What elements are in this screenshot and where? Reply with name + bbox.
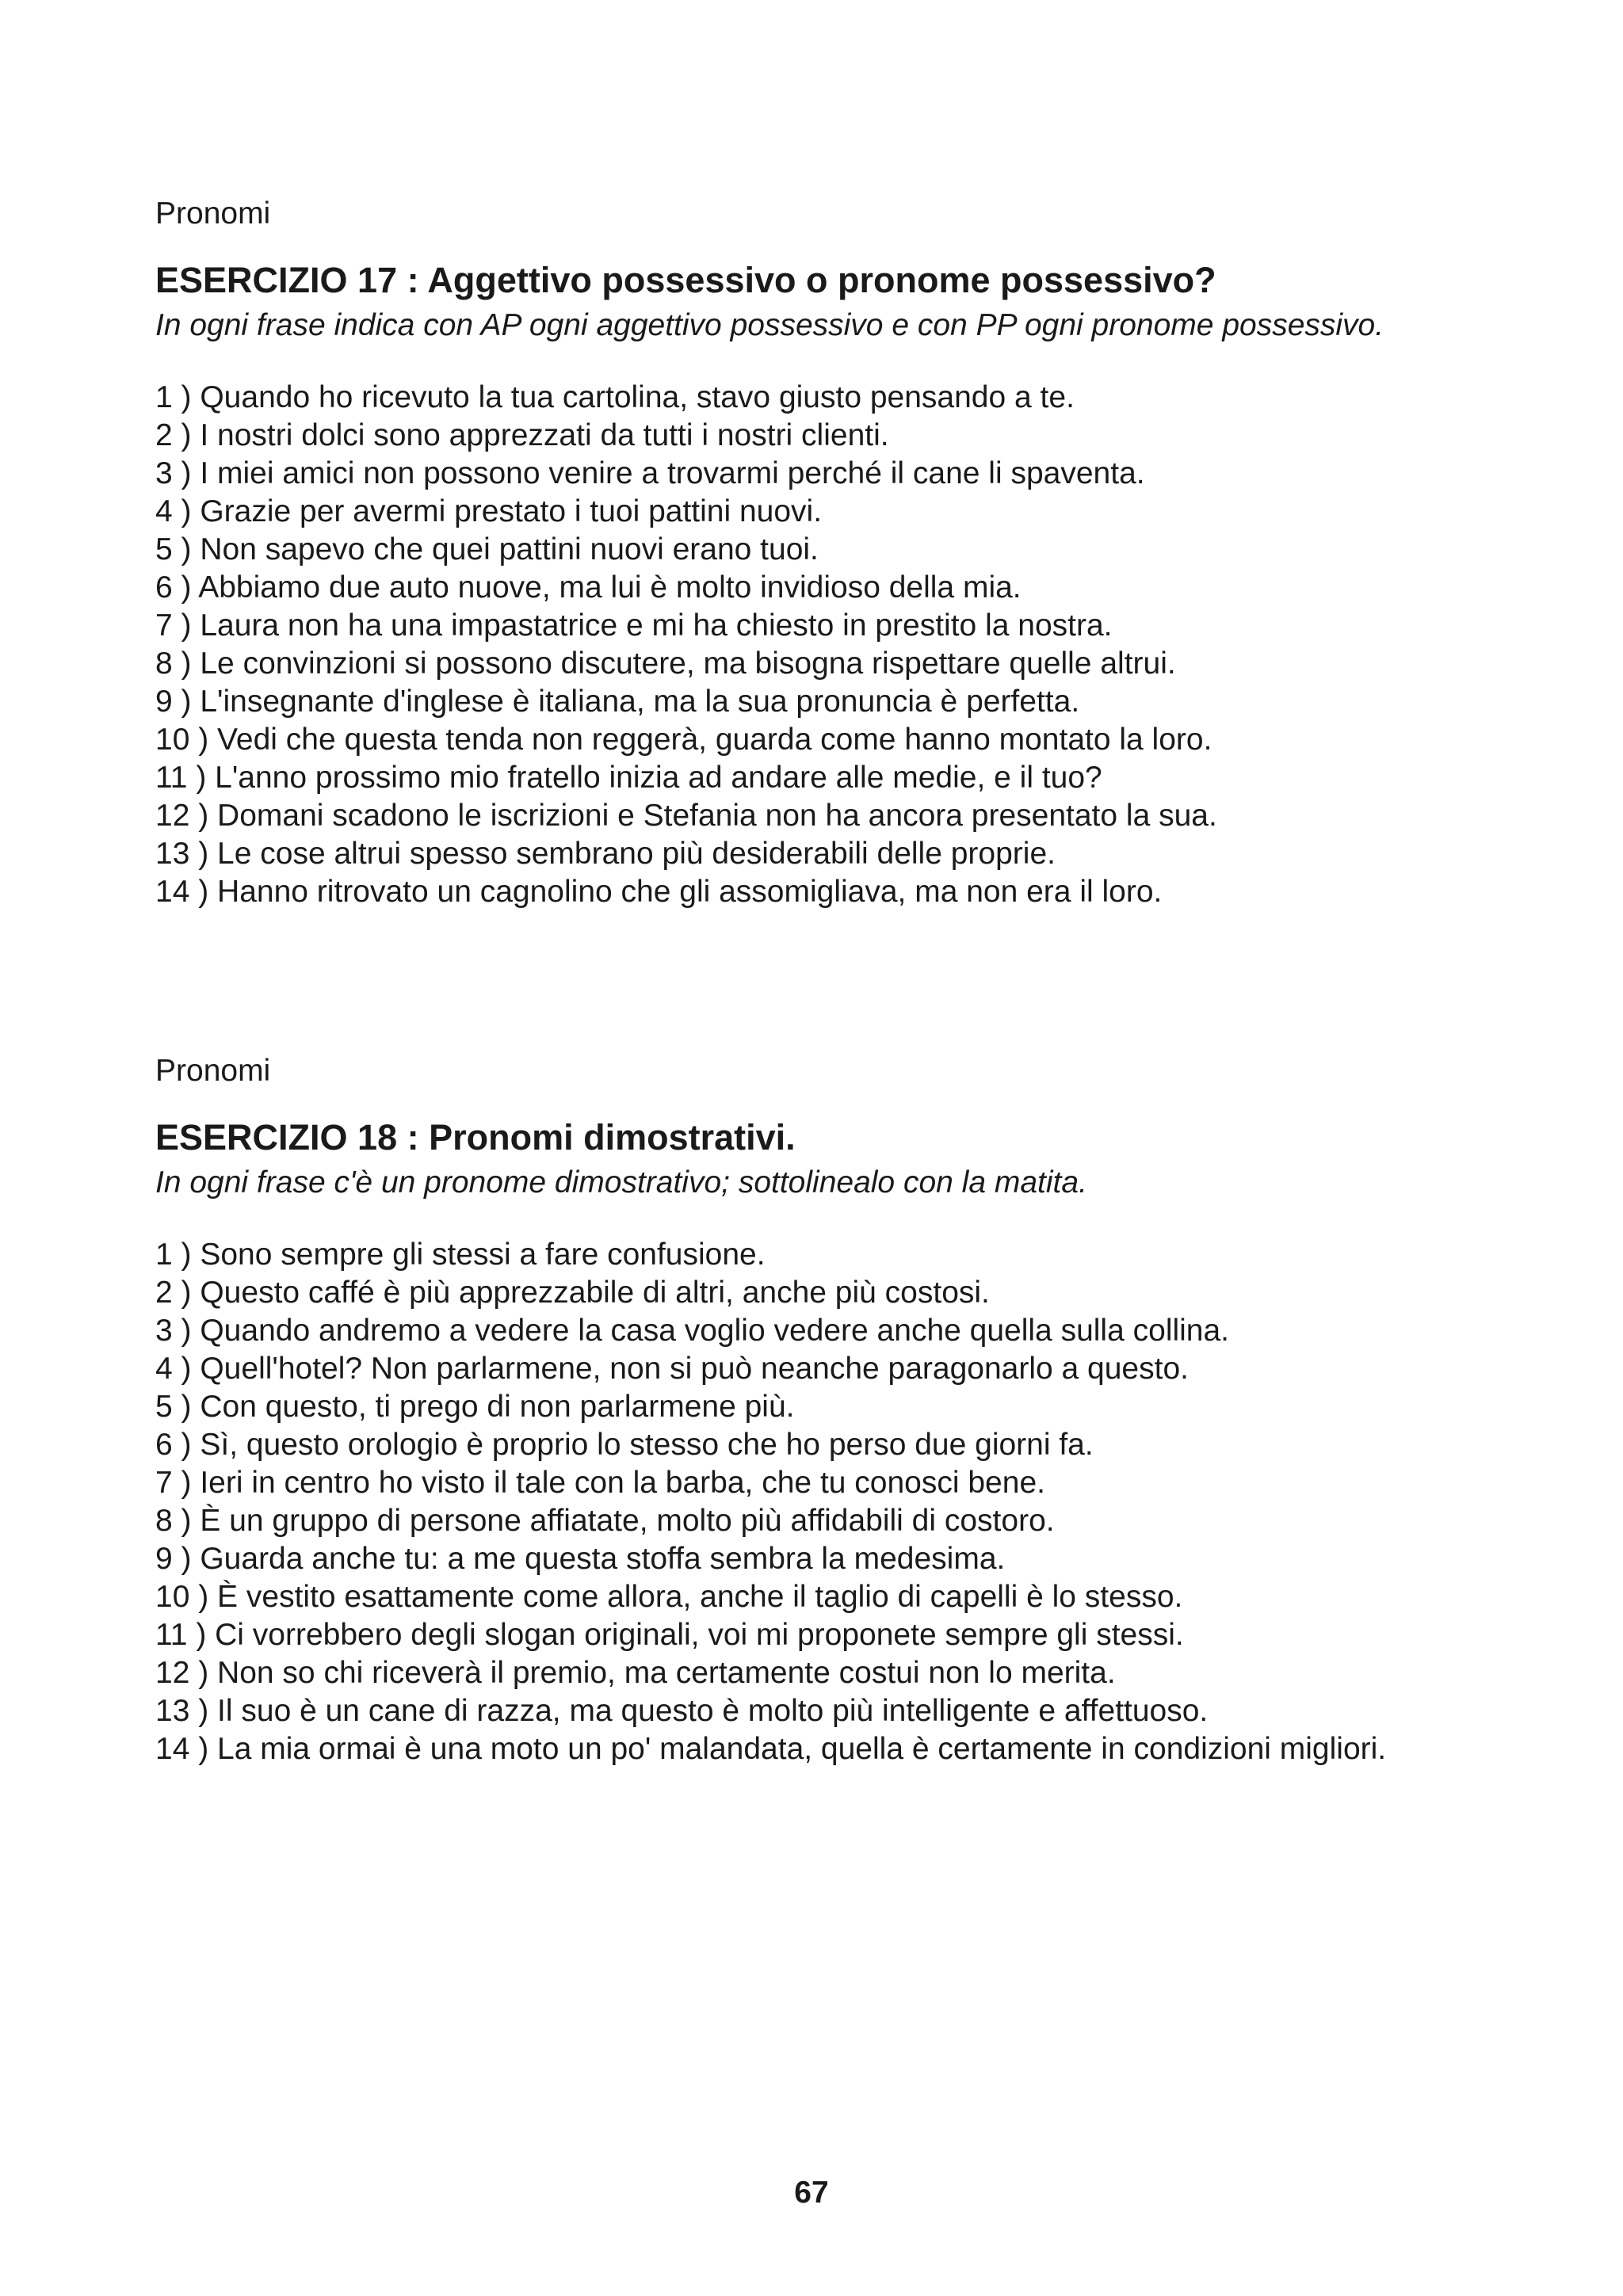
- exercise-items: [155, 1236, 1503, 1768]
- exercise-title: ESERCIZIO 17 : Aggettivo possessivo o pronome possessivo?: [155, 260, 1216, 300]
- exercise-item: 13 ) Le cose altrui spesso sembrano più desiderabili delle proprie.: [155, 837, 1056, 871]
- exercise-instruction: In ogni frase c'è un pronome dimostrativo; sottolinealo con la matita.: [155, 1165, 1087, 1199]
- exercise-item: 8 ) È un gruppo di persone affiatate, molto più affidabili di costoro.: [155, 1504, 1055, 1538]
- exercise-item: 2 ) I nostri dolci sono apprezzati da tutti i nostri clienti.: [155, 418, 889, 452]
- section-category: Pronomi: [155, 196, 271, 231]
- exercise-item: 14 ) Hanno ritrovato un cagnolino che gli assomigliava, ma non era il loro.: [155, 875, 1163, 909]
- exercise-item: 12 ) Non so chi riceverà il premio, ma certamente costui non lo merita.: [155, 1656, 1116, 1690]
- exercise-item: 10 ) È vestito esattamente come allora, anche il taglio di capelli è lo stesso.: [155, 1580, 1183, 1614]
- exercise-item: 5 ) Non sapevo che quei pattini nuovi erano tuoi.: [155, 532, 819, 566]
- page-number: 67: [794, 2176, 829, 2210]
- exercise-item: 14 ) La mia ormai è una moto un po' malandata, quella è certamente in condizioni migliori.: [155, 1732, 1387, 1766]
- exercise-item: 4 ) Quell'hotel? Non parlarmene, non si può neanche paragonarlo a questo.: [155, 1352, 1189, 1386]
- exercise-item: 3 ) Quando andremo a vedere la casa voglio vedere anche quella sulla collina.: [155, 1314, 1230, 1348]
- exercise-item: 10 ) Vedi che questa tenda non reggerà, guarda come hanno montato la loro.: [155, 723, 1212, 757]
- exercise-item: 6 ) Abbiamo due auto nuove, ma lui è molto invidioso della mia.: [155, 570, 1022, 605]
- exercise-item: 3 ) I miei amici non possono venire a trovarmi perché il cane li spaventa.: [155, 456, 1145, 490]
- exercise-item: 1 ) Sono sempre gli stessi a fare confusione.: [155, 1238, 766, 1272]
- exercise-item: 6 ) Sì, questo orologio è proprio lo stesso che ho perso due giorni fa.: [155, 1428, 1094, 1462]
- exercise-item: 1 ) Quando ho ricevuto la tua cartolina, stavo giusto pensando a te.: [155, 380, 1075, 414]
- exercise-title: ESERCIZIO 18 : Pronomi dimostrativi.: [155, 1117, 796, 1158]
- exercise-items: [155, 379, 1503, 911]
- exercise-item: 13 ) Il suo è un cane di razza, ma questo è molto più intelligente e affettuoso.: [155, 1694, 1209, 1728]
- exercise-item: 5 ) Con questo, ti prego di non parlarmene più.: [155, 1390, 795, 1424]
- exercise-item: 9 ) L'insegnante d'inglese è italiana, ma la sua pronuncia è perfetta.: [155, 685, 1080, 719]
- exercise-item: 7 ) Ieri in centro ho visto il tale con la barba, che tu conosci bene.: [155, 1466, 1045, 1500]
- exercise-item: 12 ) Domani scadono le iscrizioni e Stefania non ha ancora presentato la sua.: [155, 799, 1217, 833]
- exercise-item: 4 ) Grazie per avermi prestato i tuoi pattini nuovi.: [155, 494, 823, 528]
- exercise-item: 7 ) Laura non ha una impastatrice e mi ha chiesto in prestito la nostra.: [155, 608, 1113, 643]
- exercise-item: 11 ) L'anno prossimo mio fratello inizia ad andare alle medie, e il tuo?: [155, 761, 1102, 795]
- exercise-item: 11 ) Ci vorrebbero degli slogan originali, voi mi proponete sempre gli stessi.: [155, 1618, 1184, 1652]
- exercise-item: 8 ) Le convinzioni si possono discutere, ma bisogna rispettare quelle altrui.: [155, 646, 1176, 681]
- section-category: Pronomi: [155, 1054, 271, 1088]
- exercise-17: [155, 189, 1503, 911]
- exercise-18: [155, 1046, 1503, 1768]
- exercise-item: 2 ) Questo caffé è più apprezzabile di altri, anche più costosi.: [155, 1276, 990, 1310]
- exercise-item: 9 ) Guarda anche tu: a me questa stoffa sembra la medesima.: [155, 1542, 1006, 1576]
- exercise-instruction: In ogni frase indica con AP ogni aggettivo possessivo e con PP ogni pronome possessivo.: [155, 308, 1384, 342]
